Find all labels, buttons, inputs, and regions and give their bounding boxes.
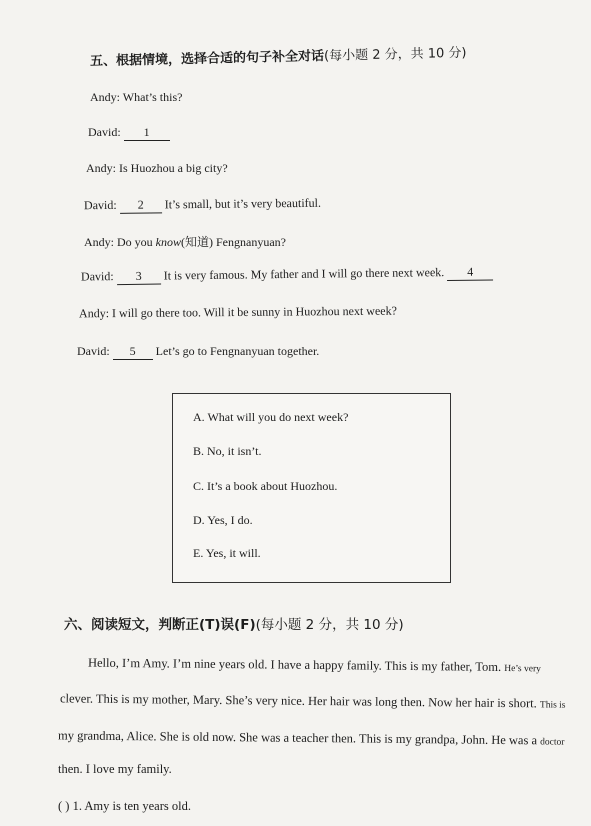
question-text: 1. Amy is ten years old. [72, 799, 191, 813]
answer-blank-5[interactable] [113, 344, 153, 360]
dialogue-line-6 [81, 264, 493, 285]
option-d: D. Yes, I do. [193, 513, 253, 527]
question-1 [58, 799, 191, 814]
answer-blank-4[interactable] [447, 264, 493, 281]
passage-text: then. I love my family. [58, 762, 172, 776]
speaker-label: Andy: [90, 90, 120, 104]
answer-blank-3[interactable] [117, 269, 161, 286]
speaker-label: Andy: [86, 161, 116, 175]
dialogue-line-4 [84, 196, 321, 214]
dialogue-line-8 [77, 344, 319, 360]
dialogue-text: Is Huozhou a big city? [119, 161, 228, 175]
dialogue-line-7 [79, 304, 397, 322]
passage-line-4 [58, 762, 172, 777]
dialogue-text: What’s this? [122, 90, 183, 104]
dialogue-line-1 [90, 90, 182, 105]
section6-score: (每小题 2 分，共 10 分) [255, 617, 404, 633]
dialogue-text: I will go there too. Will it be sunny in Huozhou next week? [111, 303, 397, 321]
passage-text-small: doctor [540, 737, 565, 748]
dialogue-line-2 [88, 125, 170, 141]
answer-blank-1[interactable] [124, 125, 170, 141]
passage-text-small: This is [539, 700, 566, 711]
speaker-label: David: [88, 125, 121, 139]
passage-text: my grandma, Alice. She is old now. She was a teacher then. This is my grandpa, John. He was a [57, 728, 541, 748]
blank-number: 3 [135, 268, 142, 283]
section5-title: 五、根据情境，选择合适的句子补全对话 [89, 48, 325, 70]
answer-paren-1[interactable]: ( ) [58, 799, 70, 813]
option-c: C. It’s a book about Huozhou. [193, 479, 338, 493]
dialogue-italic-word: know [155, 235, 182, 249]
blank-number: 4 [467, 264, 474, 279]
dialogue-line-3 [86, 161, 228, 176]
options-box [172, 393, 451, 583]
speaker-label: David: [77, 344, 110, 358]
dialogue-text: Do you [117, 235, 156, 249]
dialogue-line-5 [84, 233, 286, 250]
blank-number: 1 [143, 125, 150, 139]
section6-title: 六、阅读短文，判断正(T)误(F) [64, 617, 256, 633]
blank-number: 5 [129, 344, 136, 358]
speaker-label: David: [83, 197, 117, 213]
dialogue-text: It’s small, but it’s very beautiful. [164, 195, 322, 212]
option-e: E. Yes, it will. [193, 546, 261, 560]
speaker-label: Andy: [78, 306, 110, 321]
dialogue-text: (知道) Fengnanyuan? [181, 235, 286, 249]
section5-score: (每小题 2 分，共 10 分) [323, 45, 467, 64]
option-a: A. What will you do next week? [193, 410, 349, 424]
passage-text: clever. This is my mother, Mary. She’s very nice. Her hair was long then. Now her hair is short. [59, 691, 541, 711]
passage-line-3 [58, 728, 565, 748]
answer-blank-2[interactable] [120, 197, 162, 213]
speaker-label: David: [80, 269, 114, 284]
speaker-label: Andy: [84, 235, 114, 249]
section6-heading [64, 613, 404, 633]
section5-heading [90, 42, 467, 70]
option-b: B. No, it isn’t. [193, 444, 262, 458]
dialogue-text: Let’s go to Fengnanyuan together. [155, 344, 320, 358]
blank-number: 2 [137, 197, 144, 212]
passage-line-1 [88, 656, 541, 676]
passage-line-2 [60, 691, 566, 711]
passage-text-small: He’s very [504, 663, 541, 675]
passage-text: Hello, I’m Amy. I’m nine years old. I have a happy family. This is my father, Tom. [87, 655, 505, 674]
dialogue-text: It is very famous. My father and I will go there next week. [163, 265, 445, 283]
